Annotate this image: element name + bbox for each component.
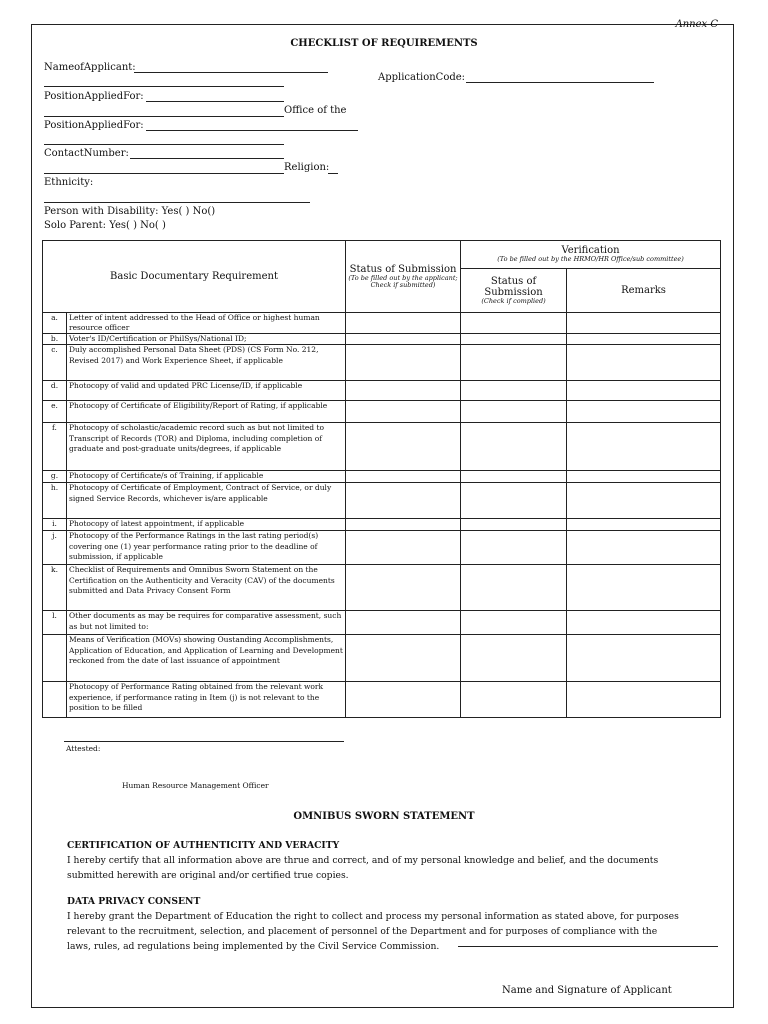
remarks-cell[interactable] bbox=[567, 345, 721, 381]
verification-header bbox=[461, 241, 721, 269]
row-letter: c. bbox=[43, 345, 67, 381]
status-checkbox-cell[interactable] bbox=[346, 682, 461, 718]
remarks-header: Remarks bbox=[567, 269, 721, 313]
table-row bbox=[43, 565, 721, 611]
remarks-cell[interactable] bbox=[567, 313, 721, 334]
row-letter bbox=[43, 635, 67, 682]
row-requirement: Checklist of Requirements and Omnibus Sworn Statement on the Certification on the Authenticity and Veracity (CAV) of the documents submitted and Data Privacy Consent Form bbox=[67, 565, 346, 611]
table-row bbox=[43, 635, 721, 682]
row-letter: f. bbox=[43, 423, 67, 471]
table-row bbox=[43, 381, 721, 401]
applicant-signature-label: Name and Signature of Applicant bbox=[502, 985, 672, 996]
status-header-label: Status of Submission bbox=[349, 263, 457, 275]
status-header bbox=[346, 241, 461, 313]
position2-field[interactable] bbox=[146, 130, 358, 131]
hrmo-label: Human Resource Management Officer bbox=[122, 781, 269, 790]
status-checkbox-cell[interactable] bbox=[346, 423, 461, 471]
attest-signature-line[interactable] bbox=[64, 741, 344, 742]
row-letter: h. bbox=[43, 483, 67, 519]
status-checkbox-cell[interactable] bbox=[346, 519, 461, 531]
position2-field-extra[interactable] bbox=[44, 144, 284, 145]
remarks-cell[interactable] bbox=[567, 565, 721, 611]
cav-text-2: submitted herewith are original and/or certified true copies. bbox=[67, 870, 349, 881]
position-label: PositionAppliedFor: bbox=[44, 91, 144, 102]
solo-parent-label: Solo Parent: Yes( ) No( ) bbox=[44, 220, 166, 231]
verification-checkbox-cell[interactable] bbox=[461, 519, 567, 531]
religion-label: Religion: bbox=[284, 162, 330, 173]
remarks-cell[interactable] bbox=[567, 483, 721, 519]
dpc-heading: DATA PRIVACY CONSENT bbox=[67, 896, 201, 907]
contact-label: ContactNumber: bbox=[44, 148, 129, 159]
verification-checkbox-cell[interactable] bbox=[461, 471, 567, 483]
row-requirement: Voter's ID/Certification or PhilSys/National ID; bbox=[67, 334, 346, 345]
status-checkbox-cell[interactable] bbox=[346, 483, 461, 519]
pwd-label: Person with Disability: Yes( ) No() bbox=[44, 206, 216, 217]
dpc-text-1: I hereby grant the Department of Education the right to collect and process my personal information as stated above, for purposes bbox=[67, 911, 679, 922]
verification-checkbox-cell[interactable] bbox=[461, 401, 567, 423]
verification-checkbox-cell[interactable] bbox=[461, 334, 567, 345]
verification-status-label: Status of Submission bbox=[484, 275, 543, 298]
row-letter: i. bbox=[43, 519, 67, 531]
row-letter: j. bbox=[43, 531, 67, 565]
row-letter: g. bbox=[43, 471, 67, 483]
row-requirement: Photocopy of latest appointment, if applicable bbox=[67, 519, 346, 531]
name-label: NameofApplicant: bbox=[44, 62, 136, 73]
status-checkbox-cell[interactable] bbox=[346, 313, 461, 334]
status-checkbox-cell[interactable] bbox=[346, 334, 461, 345]
row-letter: d. bbox=[43, 381, 67, 401]
cav-heading: CERTIFICATION OF AUTHENTICITY AND VERACITY bbox=[67, 840, 340, 851]
contact-field[interactable] bbox=[130, 158, 284, 159]
remarks-cell[interactable] bbox=[567, 423, 721, 471]
status-checkbox-cell[interactable] bbox=[346, 565, 461, 611]
row-requirement: Photocopy of scholastic/academic record such as but not limited to Transcript of Records (TOR) and Diploma, including completion of graduate and post-graduate units/degrees, if applicable bbox=[67, 423, 346, 471]
verification-checkbox-cell[interactable] bbox=[461, 682, 567, 718]
code-label: ApplicationCode: bbox=[378, 72, 466, 83]
remarks-cell[interactable] bbox=[567, 401, 721, 423]
verification-checkbox-cell[interactable] bbox=[461, 531, 567, 565]
table-row bbox=[43, 519, 721, 531]
table-row bbox=[43, 611, 721, 635]
row-requirement: Other documents as may be requires for comparative assessment, such as but not limited to: bbox=[67, 611, 346, 635]
status-checkbox-cell[interactable] bbox=[346, 345, 461, 381]
verification-checkbox-cell[interactable] bbox=[461, 611, 567, 635]
verification-header-label: Verification bbox=[561, 245, 620, 257]
verification-checkbox-cell[interactable] bbox=[461, 313, 567, 334]
table-row bbox=[43, 682, 721, 718]
verification-checkbox-cell[interactable] bbox=[461, 345, 567, 381]
status-checkbox-cell[interactable] bbox=[346, 635, 461, 682]
row-letter: b. bbox=[43, 334, 67, 345]
status-header-note: (To be filled out by the applicant; bbox=[348, 273, 458, 282]
table-row bbox=[43, 313, 721, 334]
verification-checkbox-cell[interactable] bbox=[461, 483, 567, 519]
remarks-cell[interactable] bbox=[567, 531, 721, 565]
name-field[interactable] bbox=[134, 72, 328, 73]
verification-status-header bbox=[461, 269, 567, 313]
table-row bbox=[43, 423, 721, 471]
remarks-cell[interactable] bbox=[567, 381, 721, 401]
ethnicity-label: Ethnicity: bbox=[44, 177, 94, 188]
verification-checkbox-cell[interactable] bbox=[461, 565, 567, 611]
code-field[interactable] bbox=[466, 82, 654, 83]
ethnicity-field[interactable] bbox=[44, 202, 310, 203]
office-label: Office of the bbox=[284, 105, 347, 116]
row-letter bbox=[43, 682, 67, 718]
row-requirement: Photocopy of valid and updated PRC License/ID, if applicable bbox=[67, 381, 346, 401]
remarks-cell[interactable] bbox=[567, 519, 721, 531]
verification-checkbox-cell[interactable] bbox=[461, 635, 567, 682]
attest-label: Attested: bbox=[66, 744, 101, 753]
applicant-signature-line[interactable] bbox=[458, 946, 718, 947]
row-requirement: Duly accomplished Personal Data Sheet (PDS) (CS Form No. 212, Revised 2017) and Work Experience Sheet, if applicable bbox=[67, 345, 346, 381]
table-row bbox=[43, 401, 721, 423]
row-requirement: Photocopy of Certificate of Employment, Contract of Service, or duly signed Service Records, whichever is/are applicable bbox=[67, 483, 346, 519]
row-requirement: Photocopy of Certificate/s of Training, if applicable bbox=[67, 471, 346, 483]
row-requirement: Photocopy of the Performance Ratings in the last rating period(s) covering one (1) year performance rating prior to the deadline of submission, if applicable bbox=[67, 531, 346, 565]
remarks-cell[interactable] bbox=[567, 334, 721, 345]
table-row bbox=[43, 334, 721, 345]
row-requirement: Means of Verification (MOVs) showing Oustanding Accomplishments, Application of Education, and Application of Learning and Development reckoned from the date of last issuance of appointment bbox=[67, 635, 346, 682]
status-checkbox-cell[interactable] bbox=[346, 381, 461, 401]
verification-status-note: (Check if complied) bbox=[481, 296, 546, 305]
remarks-cell[interactable] bbox=[567, 611, 721, 635]
table-row bbox=[43, 483, 721, 519]
table-row bbox=[43, 531, 721, 565]
requirement-header: Basic Documentary Requirement bbox=[43, 241, 346, 313]
status-header-note2: Check if submitted) bbox=[370, 281, 436, 289]
status-checkbox-cell[interactable] bbox=[346, 401, 461, 423]
annex-label: Annex C bbox=[675, 19, 718, 30]
verification-checkbox-cell[interactable] bbox=[461, 423, 567, 471]
row-letter: k. bbox=[43, 565, 67, 611]
position-field[interactable] bbox=[146, 101, 284, 102]
row-requirement: Letter of intent addressed to the Head of Office or highest human resource officer bbox=[67, 313, 346, 334]
remarks-cell[interactable] bbox=[567, 635, 721, 682]
row-requirement: Photocopy of Performance Rating obtained from the relevant work experience, if performance rating in Item (j) is not relevant to the position to be filled bbox=[67, 682, 346, 718]
row-letter: l. bbox=[43, 611, 67, 635]
omnibus-title: OMNIBUS SWORN STATEMENT bbox=[293, 811, 475, 822]
status-checkbox-cell[interactable] bbox=[346, 471, 461, 483]
status-checkbox-cell[interactable] bbox=[346, 611, 461, 635]
contact-field-extra[interactable] bbox=[44, 173, 284, 174]
verification-header-note: (To be filled out by the HRMO/HR Office/sub committee) bbox=[497, 255, 684, 264]
dpc-text-2: relevant to the recruitment, selection, and placement of personnel of the Department and for purposes of compliance with the bbox=[67, 926, 658, 937]
row-requirement: Photocopy of Certificate of Eligibility/Report of Rating, if applicable bbox=[67, 401, 346, 423]
remarks-cell[interactable] bbox=[567, 682, 721, 718]
requirements-table bbox=[42, 240, 721, 718]
name-field-extra[interactable] bbox=[44, 86, 284, 87]
religion-field[interactable] bbox=[328, 173, 338, 174]
table-row bbox=[43, 345, 721, 381]
row-letter: e. bbox=[43, 401, 67, 423]
row-letter: a. bbox=[43, 313, 67, 334]
position2-label: PositionAppliedFor: bbox=[44, 120, 144, 131]
remarks-cell[interactable] bbox=[567, 471, 721, 483]
form-title: CHECKLIST OF REQUIREMENTS bbox=[290, 38, 478, 49]
table-row bbox=[43, 471, 721, 483]
dpc-text-3: laws, rules, ad regulations being implemented by the Civil Service Commission. bbox=[67, 941, 440, 952]
verification-checkbox-cell[interactable] bbox=[461, 381, 567, 401]
status-checkbox-cell[interactable] bbox=[346, 531, 461, 565]
office-field[interactable] bbox=[44, 116, 284, 117]
cav-text-1: I hereby certify that all information above are thrue and correct, and of my personal knowledge and belief, and the documents bbox=[67, 855, 659, 866]
